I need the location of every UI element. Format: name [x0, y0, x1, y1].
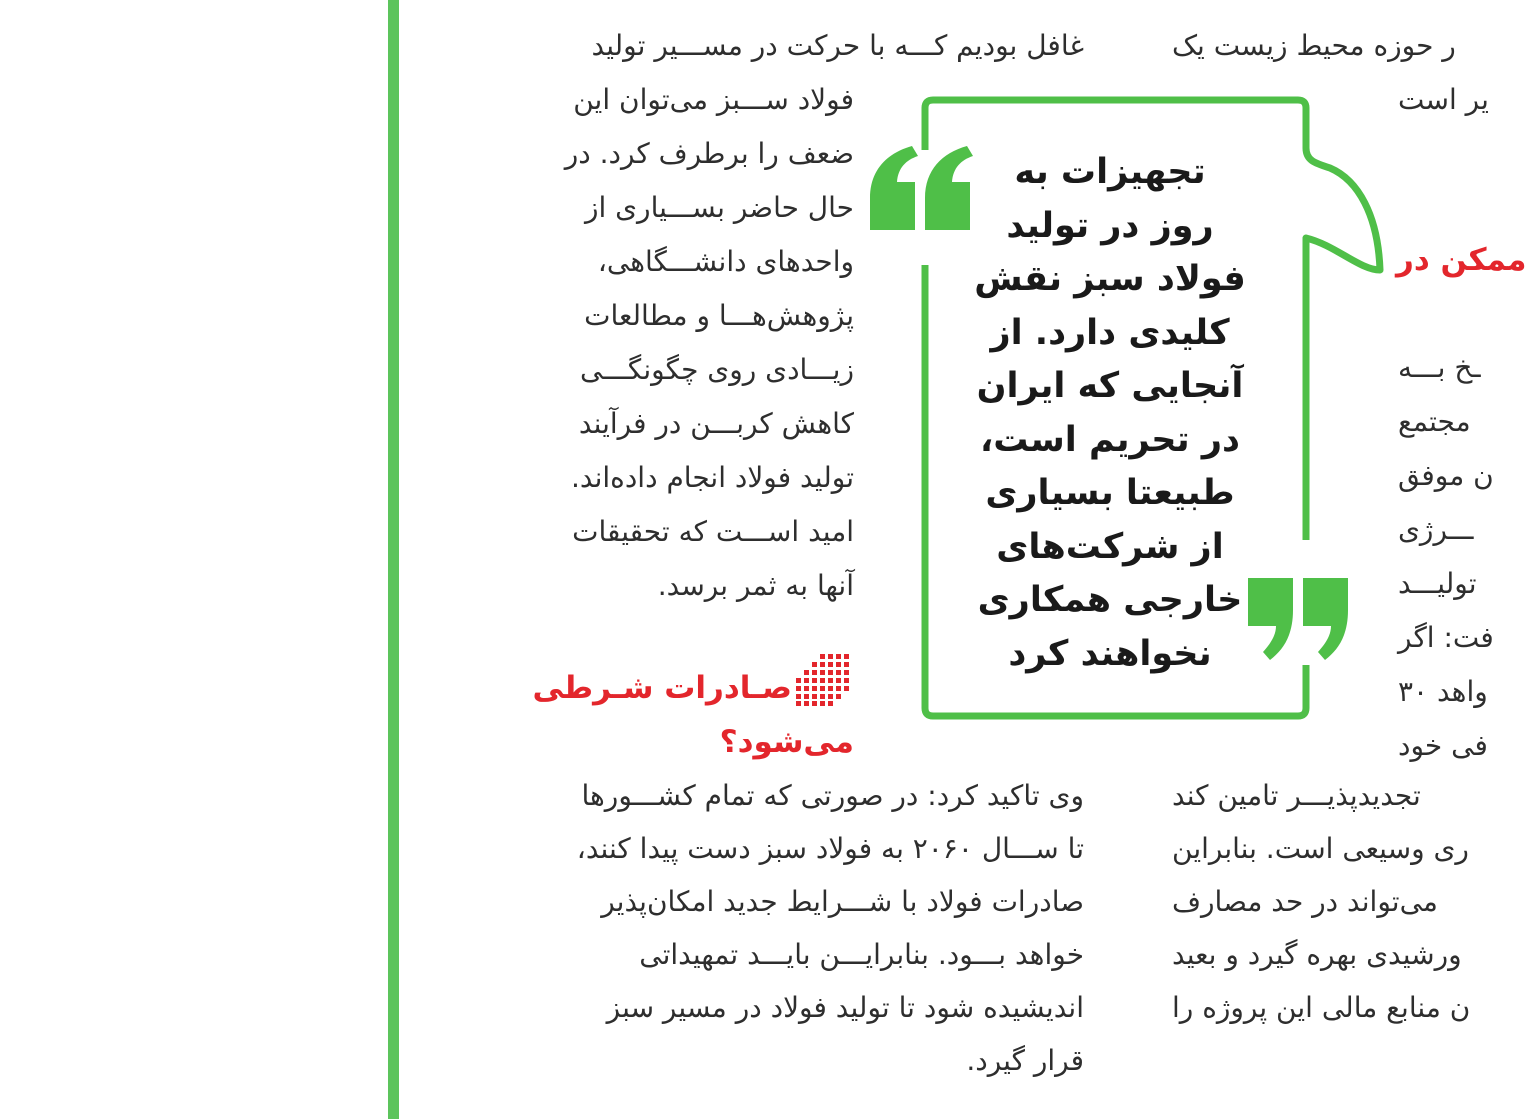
- text-line: خواهد بـــود. بنابرایـــن بایـــد تمهیداتی: [639, 938, 1084, 971]
- closing-quote-mark-icon: [1248, 578, 1348, 660]
- quote-line: کلیدی دارد. از: [990, 312, 1230, 353]
- green-column-rule: [388, 0, 399, 1119]
- dot-grid-icon: [796, 654, 854, 706]
- opening-quote-mark-icon: [870, 146, 973, 230]
- text-line: ـــرژی: [1398, 513, 1474, 546]
- text-line: ن موفق: [1398, 459, 1494, 492]
- text-line: صادرات فولاد با شـــرایط جدید امکان‌پذیر: [601, 885, 1084, 918]
- text-line: تا ســـال ۲۰۶۰ به فولاد سبز دست پیدا کنند،: [576, 832, 1084, 865]
- text-line: فت: اگر: [1398, 621, 1494, 654]
- quote-line: خارجی همکاری: [977, 580, 1243, 620]
- text-line: زیـــادی روی چگونگـــی: [579, 353, 854, 386]
- text-line: می‌تواند در حد مصارف: [1172, 885, 1438, 918]
- text-line: آنها به ثمر برسد.: [657, 569, 854, 602]
- text-line: واهد ۳۰: [1398, 675, 1488, 708]
- quote-line: روز در تولید: [1006, 205, 1214, 246]
- text-line: تجدیدپذیـــر تامین کند: [1172, 779, 1421, 812]
- section-heading-line2: می‌شود؟: [719, 724, 854, 760]
- quote-line: در تحریم است،: [980, 419, 1240, 460]
- text-line: یر است: [1398, 83, 1489, 116]
- text-line: ن منابع مالی این پروژه را: [1172, 991, 1471, 1024]
- text-line: واحدهای دانشـــگاهی،: [597, 245, 854, 278]
- section-heading-line1: صـادرات شـرطی: [532, 670, 792, 706]
- quote-line: نخواهند کرد: [1008, 633, 1212, 674]
- text-line: تولیـــد: [1398, 567, 1477, 600]
- text-line: کاهش کربـــن در فرآیند: [578, 407, 854, 440]
- text-line: ورشیدی بهره گیرد و بعید: [1172, 938, 1462, 971]
- text-line: غافل بودیم کـــه با حرکت در مســـیر تولید: [591, 29, 1084, 62]
- text-line: ـخ بـــه: [1398, 351, 1481, 384]
- text-line: ضعف را برطرف کرد. در: [564, 137, 854, 170]
- text-line: پژوهش‌هـــا و مطالعات: [584, 299, 854, 332]
- text-line: حال حاضر بســـیاری از: [584, 191, 854, 224]
- text-line: تولید فولاد انجام داده‌اند.: [571, 461, 854, 494]
- quote-line: طبیعتا بسیاری: [985, 473, 1235, 513]
- pull-quote-text: [960, 146, 1260, 681]
- text-line: ری وسیعی است. بنابراین: [1172, 832, 1469, 865]
- text-line: فی خود: [1398, 729, 1488, 762]
- quote-line: از شرکت‌های: [996, 526, 1224, 567]
- text-line: مجتمع: [1398, 405, 1471, 438]
- text-line: امید اســـت که تحقیقات: [572, 515, 854, 548]
- right-heading-fragment: ممکن در: [1396, 242, 1526, 278]
- text-line: ر حوزه محیط زیست یک: [1172, 29, 1456, 62]
- text-line: فولاد ســـبز می‌توان این: [573, 83, 854, 116]
- quote-line: تجهیزات به: [1014, 152, 1206, 192]
- quote-line: فولاد سبز نقش: [974, 259, 1246, 299]
- text-line: وی تاکید کرد: در صورتی که تمام کشـــورها: [581, 779, 1084, 812]
- quote-line: آنجایی که ایران: [976, 366, 1244, 406]
- text-line: قرار گیرد.: [966, 1044, 1084, 1077]
- text-line: اندیشیده شود تا تولید فولاد در مسیر سبز: [606, 991, 1084, 1024]
